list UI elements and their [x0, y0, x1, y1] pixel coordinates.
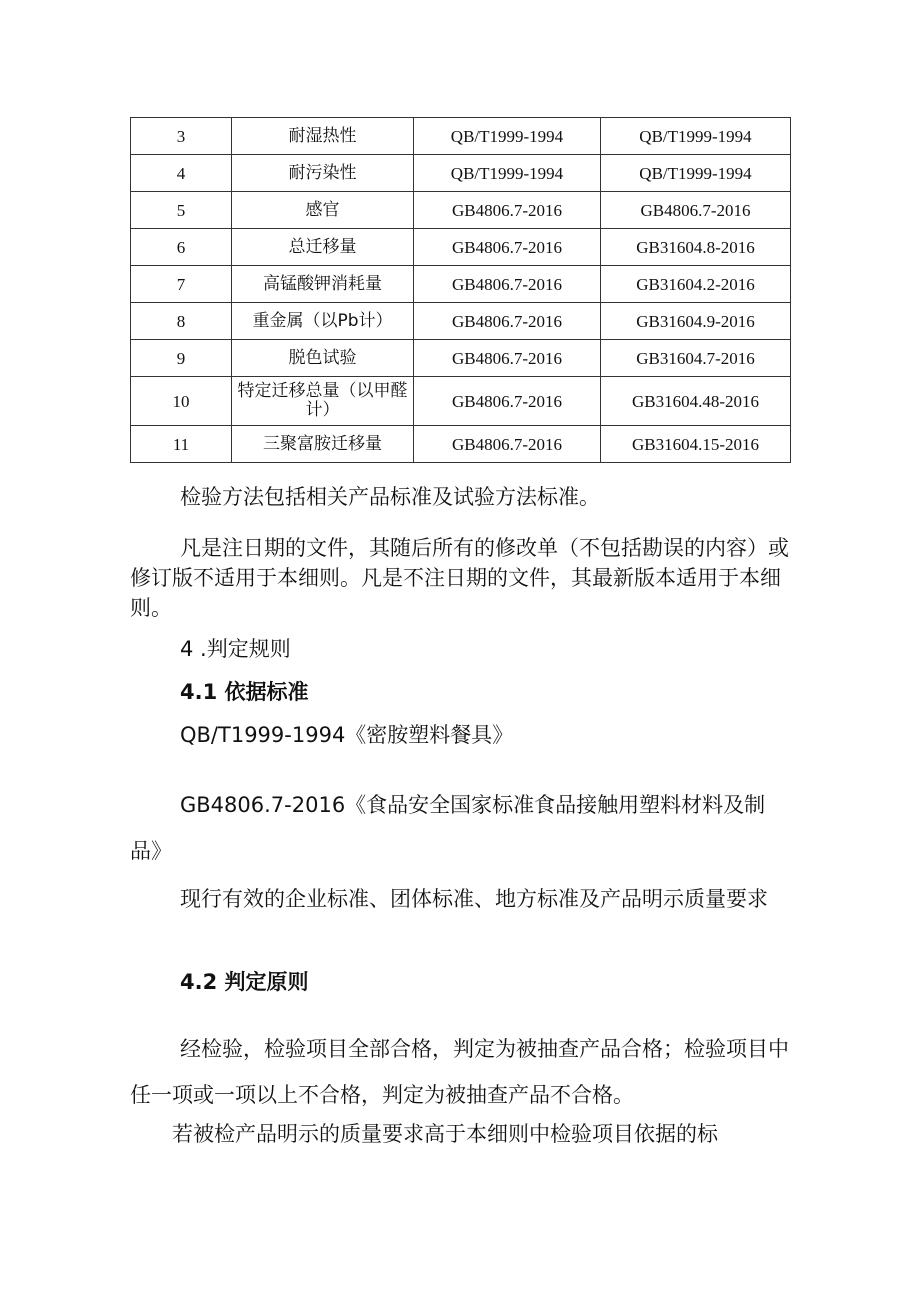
test-item-cell: 感官	[232, 192, 414, 229]
test-item-cell: 耐湿热性	[232, 118, 414, 155]
basis-standard-cell: GB31604.9-2016	[601, 303, 791, 340]
basis-standard-cell: GB31604.8-2016	[601, 229, 791, 266]
method-standard-cell: GB4806.7-2016	[414, 266, 601, 303]
basis-standard-cell: GB4806.7-2016	[601, 192, 791, 229]
row-number-cell: 7	[131, 266, 232, 303]
table-row	[131, 118, 791, 155]
table-row	[131, 303, 791, 340]
basis-standard-cell: GB31604.15-2016	[601, 426, 791, 463]
row-number-cell: 3	[131, 118, 232, 155]
row-number-cell: 10	[131, 377, 232, 426]
test-item-cell: 三聚富胺迁移量	[232, 426, 414, 463]
method-standard-cell: GB4806.7-2016	[414, 229, 601, 266]
table-row	[131, 340, 791, 377]
row-number-cell: 6	[131, 229, 232, 266]
method-standard-cell: GB4806.7-2016	[414, 340, 601, 377]
basis-standard-cell: QB/T1999-1994	[601, 118, 791, 155]
table-row	[131, 266, 791, 303]
reference-qbt1999: QB/T1999-1994《密胺塑料餐具》	[180, 723, 514, 747]
paragraph-test-methods: 检验方法包括相关产品标准及试验方法标准。	[180, 485, 600, 509]
basis-standard-cell: GB31604.7-2016	[601, 340, 791, 377]
method-standard-cell: GB4806.7-2016	[414, 192, 601, 229]
method-standard-cell: QB/T1999-1994	[414, 155, 601, 192]
basis-standard-cell: GB31604.48-2016	[601, 377, 791, 426]
reference-other-standards: 现行有效的企业标准、团体标准、地方标准及产品明示质量要求	[180, 887, 768, 911]
table-row	[131, 229, 791, 266]
standards-table	[130, 117, 791, 463]
method-standard-cell: GB4806.7-2016	[414, 426, 601, 463]
section-4-heading: 4 .判定规则	[180, 637, 291, 661]
basis-standard-cell: QB/T1999-1994	[601, 155, 791, 192]
test-item-cell: 重金属（以Pb计）	[232, 303, 414, 340]
section-4-1-heading: 4.1 依据标准	[180, 680, 309, 704]
test-item-cell: 脱色试验	[232, 340, 414, 377]
method-standard-cell: GB4806.7-2016	[414, 303, 601, 340]
table-row	[131, 426, 791, 463]
row-number-cell: 11	[131, 426, 232, 463]
test-item-cell: 耐污染性	[232, 155, 414, 192]
table-row	[131, 155, 791, 192]
row-number-cell: 4	[131, 155, 232, 192]
paragraph-dated-documents: 凡是注日期的文件，其随后所有的修改单（不包括勘误的内容）或修订版不适用于本细则。凡是不注日期的文件，其最新版本适用于本细则。	[130, 536, 789, 620]
row-number-cell: 8	[131, 303, 232, 340]
paragraph-judgement: 经检验，检验项目全部合格，判定为被抽查产品合格；检验项目中任一项或一项以上不合格，判定为被抽查产品不合格。	[130, 1037, 789, 1107]
section-4-2-heading: 4.2 判定原则	[180, 970, 309, 994]
basis-standard-cell: GB31604.2-2016	[601, 266, 791, 303]
table-row	[131, 192, 791, 229]
method-standard-cell: GB4806.7-2016	[414, 377, 601, 426]
table-row	[131, 377, 791, 426]
reference-gb4806: GB4806.7-2016《食品安全国家标准食品接触用塑料材料及制品》	[130, 793, 766, 863]
standards-table-body	[131, 118, 791, 463]
method-standard-cell: QB/T1999-1994	[414, 118, 601, 155]
paragraph-claimed-quality: 若被检产品明示的质量要求高于本细则中检验项目依据的标	[172, 1122, 718, 1146]
test-item-cell: 特定迁移总量（以甲醛计）	[232, 377, 414, 426]
test-item-cell: 高锰酸钾消耗量	[232, 266, 414, 303]
row-number-cell: 9	[131, 340, 232, 377]
test-item-cell: 总迁移量	[232, 229, 414, 266]
row-number-cell: 5	[131, 192, 232, 229]
